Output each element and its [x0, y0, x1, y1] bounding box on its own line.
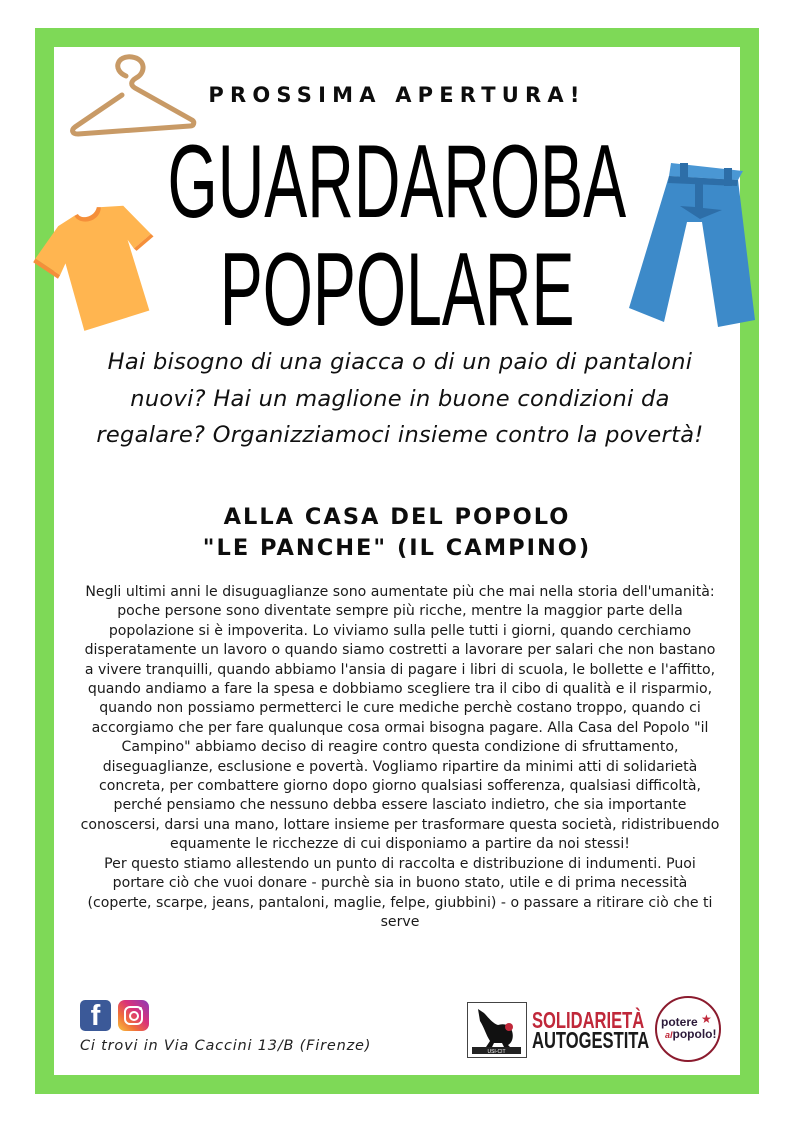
venue-line-1: ALLA CASA DEL POPOLO [223, 504, 571, 530]
instagram-dot [139, 1007, 142, 1010]
address-text: Ci trovi in Via Caccini 13/B (Firenze) [80, 1038, 372, 1054]
body-paragraph-1: Negli ultimi anni le disuguaglianze sono aumentate più che mai nella storia dell'umanità: poche persone sono diventate sempre più ricche, mentre la maggior parte della popolazione si è impoverita. Lo viviamo sulla pelle tutti i giorni, quando cerchiamo disperatamente un lavoro o quando siamo costretti a lavorare per salari che non bastano a vivere tranquilli, quando abbiamo l'ansia di pagare i libri di scuola, le bollette e l'affitto, quando andiamo a fare la spesa e dobbiamo scegliere tra il cibo di qualità e il risparmio, quando non possiamo permetterci le cure mediche perchè costano troppo, quando ci accorgiamo che per fare qualunque cosa ormai bisogna pagare. Alla Casa del Popolo "il Campino" abbiamo deciso di reagire contro questa condizione di sfruttamento, diseguaglianze, esclusione e povertà. Vogliamo ripartire da minimi atti di solidarietà concreta, per combattere giorno dopo giorno qualsiasi sofferenza, qualsiasi difficoltà, perché pensiamo che nessuno debba essere lasciato indietro, che sia importante conoscersi, darsi una mano, lottare insieme per trasformare questa società, ridistribuendo equamente le ricchezze di cui disponiamo a partire da noi stessi! [80, 584, 720, 853]
lead-question-text: Hai bisogno di una giacca o di un paio di pantaloni nuovi? Hai un maglione in buone condizioni da regalare? Organizziamoci insieme contro la povertà! [96, 349, 704, 448]
venue-line-2: "LE PANCHE" (IL CAMPINO) [202, 535, 592, 561]
title-line-2: POPOLARE [219, 232, 575, 348]
al-popolo-words [665, 1028, 717, 1041]
social-links [80, 1000, 149, 1031]
coming-soon-kicker: PROSSIMA APERTURA! [208, 83, 586, 107]
svg-text:USI-CIT: USI-CIT [487, 1049, 506, 1055]
potere-word: potere [661, 1015, 698, 1029]
black-cat-icon [468, 1003, 525, 1056]
body-text [80, 583, 720, 932]
solidarieta-cat-logo [467, 1002, 527, 1058]
body-paragraph-2: Per questo stiamo allestendo un punto di raccolta e distribuzione di indumenti. Puoi portare ciò che vuoi donare - purchè sia in buono stato, utile e di prima necessità (coperte, scarpe, jeans, pantaloni, maglie, felpe, giubbini) - o passare a ritirare ciò che ti serve [87, 855, 713, 930]
instagram-icon[interactable] [118, 1000, 149, 1031]
venue-heading [0, 502, 794, 564]
autogestita-word: AUTOGESTITA [532, 1027, 650, 1053]
instagram-lens [129, 1011, 139, 1021]
potere-al-popolo-logo [655, 996, 721, 1062]
star-icon: ★ [701, 1012, 712, 1026]
al-word: al [665, 1030, 673, 1040]
title-line-1: GUARDAROBA [167, 124, 627, 240]
popolo-word: popolo! [672, 1027, 717, 1041]
solidarieta-word: SOLIDARIETÀ [532, 1007, 645, 1033]
facebook-glyph: f [90, 1000, 101, 1031]
facebook-icon[interactable] [80, 1000, 111, 1031]
